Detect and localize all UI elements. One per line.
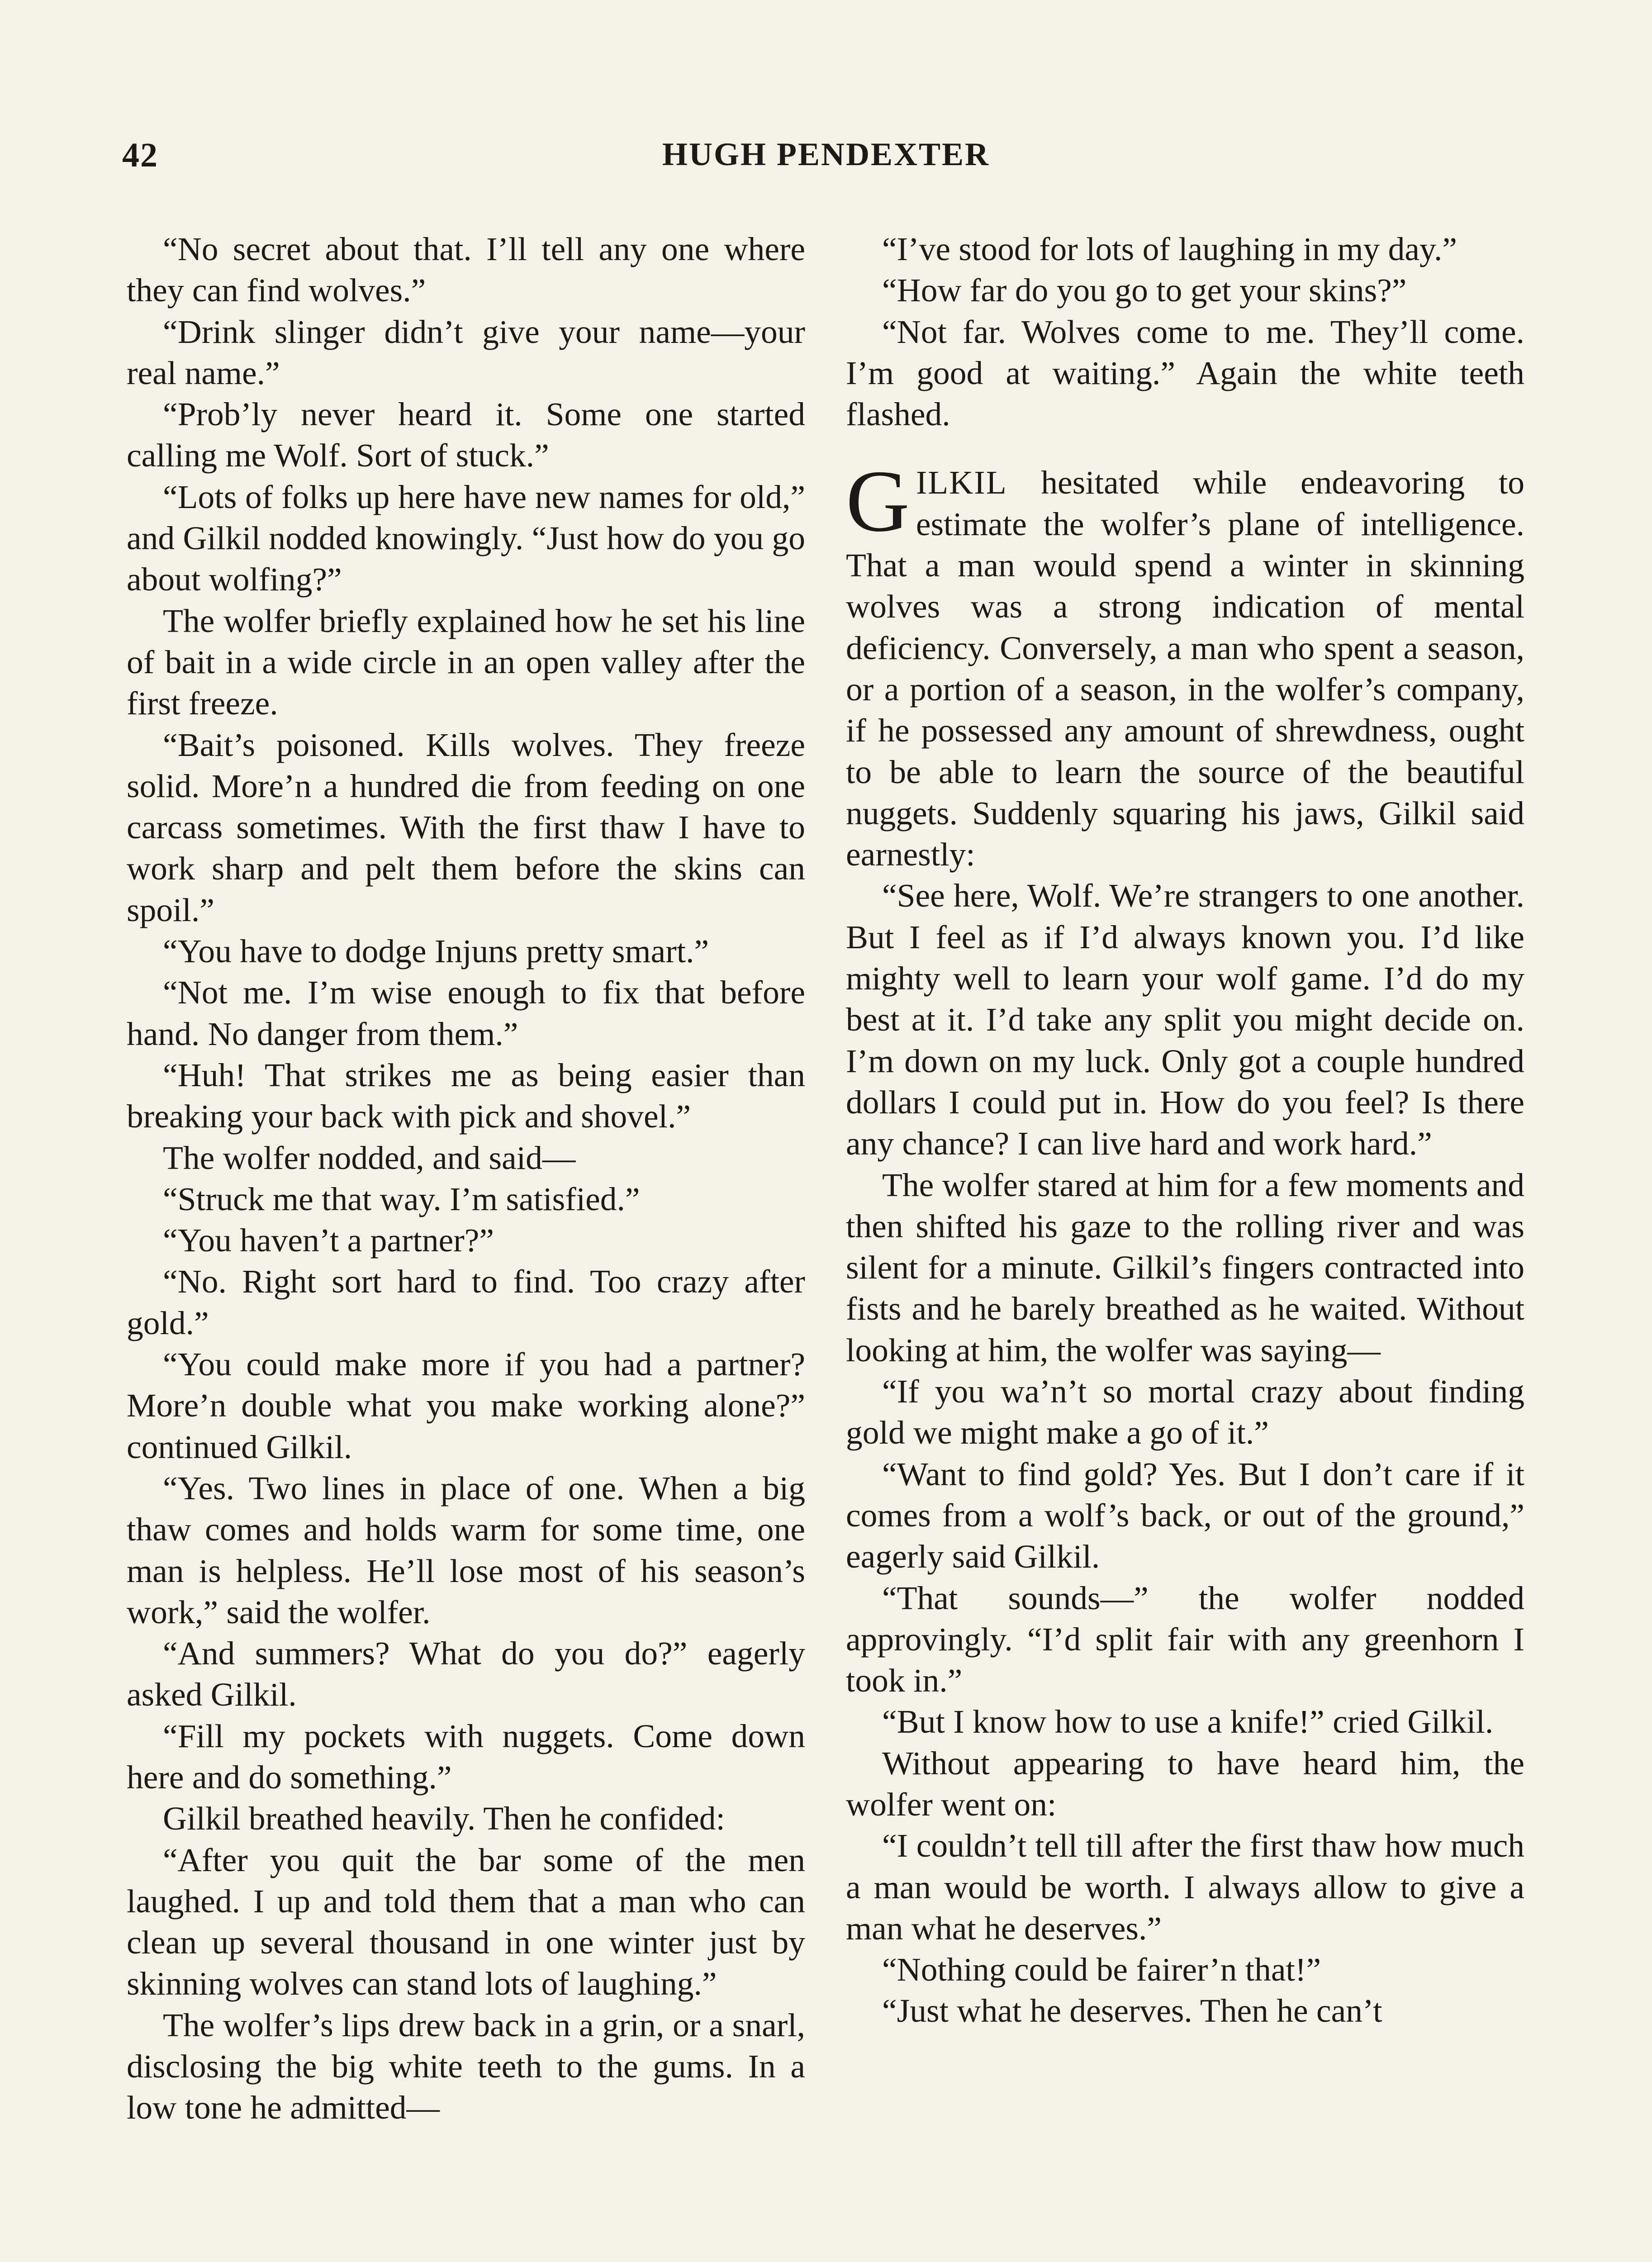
page-number: 42 xyxy=(122,136,158,174)
paragraph: “I’ve stood for lots of laughing in my day.” xyxy=(882,231,1457,267)
paragraph: “Lots of folks up here have new names for old,” and Gilkil nodded knowingly. “Just how do you go about wolfing?” xyxy=(127,478,805,598)
paragraph: “After you quit the bar some of the men laughed. I up and told them that a man who can clean up several thousand in one winter just by skinning wolves can stand lots of laughing.” xyxy=(127,1841,805,2002)
paragraph: “Huh! That strikes me as being easier than breaking your back with pick and shovel.” xyxy=(127,1056,805,1135)
paragraph: “Want to find gold? Yes. But I don’t care if it comes from a wolf’s back, or out of the ground,” eagerly said Gilkil. xyxy=(846,1455,1524,1575)
section-text: hesitated while endeavoring to estimate the wolfer’s plane of intelligence. That a man would spend a winter in skinning wolves was a strong indication of mental deficiency. Conversely, a man who spent a season, or a portion of a season, in the wolfer’s company, if he possessed any amount of shrewdness, ought to be able to learn the source of the beautiful nuggets. Suddenly squaring his jaws, Gilkil said earnestly: xyxy=(846,464,1524,873)
paragraph: “I couldn’t tell till after the first thaw how much a man would be worth. I always allow to give a man what he deserves.” xyxy=(846,1827,1524,1947)
paragraph: The wolfer’s lips drew back in a grin, or a snarl, disclosing the big white teeth to the gums. In a low tone he admitted— xyxy=(127,2006,805,2126)
paragraph: “You could make more if you had a partner? More’n double what you make working alone?” continued Gilkil. xyxy=(127,1346,805,1465)
paragraph: “No secret about that. I’ll tell any one where they can find wolves.” xyxy=(127,231,805,309)
paragraph: “Bait’s poisoned. Kills wolves. They freeze solid. More’n a hundred die from feeding on one carcass sometimes. With the first thaw I have to work sharp and pelt them before the skins can spoil.” xyxy=(127,726,805,928)
paragraph: “That sounds—” the wolfer nodded approvingly. “I’d split fair with any greenhorn I took in.” xyxy=(846,1579,1524,1699)
paragraph: “Drink slinger didn’t give your name—your real name.” xyxy=(127,313,805,391)
section-opening-paragraph xyxy=(846,452,1524,875)
paragraph: The wolfer briefly explained how he set his line of bait in a wide circle in an open valley after the first freeze. xyxy=(127,602,805,722)
paragraph: “See here, Wolf. We’re strangers to one another. But I feel as if I’d always known you. I’d like mighty well to learn your wolf game. I’d do my best at it. I’d take any split you might decide on. I’m down on my luck. Only got a couple hundred dollars I could put in. How do you feel? Is there any chance? I can live hard and work hard.” xyxy=(846,877,1524,1162)
paragraph: Gilkil breathed heavily. Then he confided: xyxy=(163,1800,725,1837)
running-title: HUGH PENDEXTER xyxy=(662,136,990,172)
left-column xyxy=(127,228,805,2129)
right-column xyxy=(846,228,1524,2032)
paragraph: “How far do you go to get your skins?” xyxy=(882,272,1407,309)
paragraph: The wolfer nodded, and said— xyxy=(163,1139,576,1176)
paragraph: Without appearing to have heard him, the wolfer went on: xyxy=(846,1744,1524,1823)
paragraph: “No. Right sort hard to find. Too crazy after gold.” xyxy=(127,1263,805,1341)
paragraph: “Yes. Two lines in place of one. When a big thaw comes and holds warm for some time, one man is helpless. He’ll lose most of his season’s work,” said the wolfer. xyxy=(127,1469,805,1630)
paragraph: “Nothing could be fairer’n that!” xyxy=(882,1951,1321,1988)
paragraph: “And summers? What do you do?” eagerly asked Gilkil. xyxy=(127,1635,805,1713)
paragraph: “Not far. Wolves come to me. They’ll come. I’m good at waiting.” Again the white teeth flashed. xyxy=(846,313,1524,433)
paragraph: “Struck me that way. I’m satisfied.” xyxy=(163,1180,640,1217)
paragraph: “You haven’t a partner?” xyxy=(163,1222,494,1259)
drop-cap: G xyxy=(846,452,910,551)
paragraph: “Fill my pockets with nuggets. Come down here and do something.” xyxy=(127,1717,805,1796)
paragraph: “Prob’ly never heard it. Some one started calling me Wolf. Sort of stuck.” xyxy=(127,396,805,474)
paragraph: The wolfer stared at him for a few moments and then shifted his gaze to the rolling river and was silent for a minute. Gilkil’s fingers contracted into fists and he barely breathed as he waited. Without looking at him, the wolfer was saying— xyxy=(846,1166,1524,1369)
paragraph: “Not me. I’m wise enough to fix that before hand. No danger from them.” xyxy=(127,974,805,1052)
small-caps-word: ILKIL xyxy=(916,464,1007,501)
paragraph: “Just what he deserves. Then he can’t xyxy=(882,1992,1382,2029)
paragraph: “You have to dodge Injuns pretty smart.” xyxy=(163,933,709,970)
paragraph: “But I know how to use a knife!” cried Gilkil. xyxy=(882,1703,1494,1740)
paragraph: “If you wa’n’t so mortal crazy about finding gold we might make a go of it.” xyxy=(846,1373,1524,1451)
